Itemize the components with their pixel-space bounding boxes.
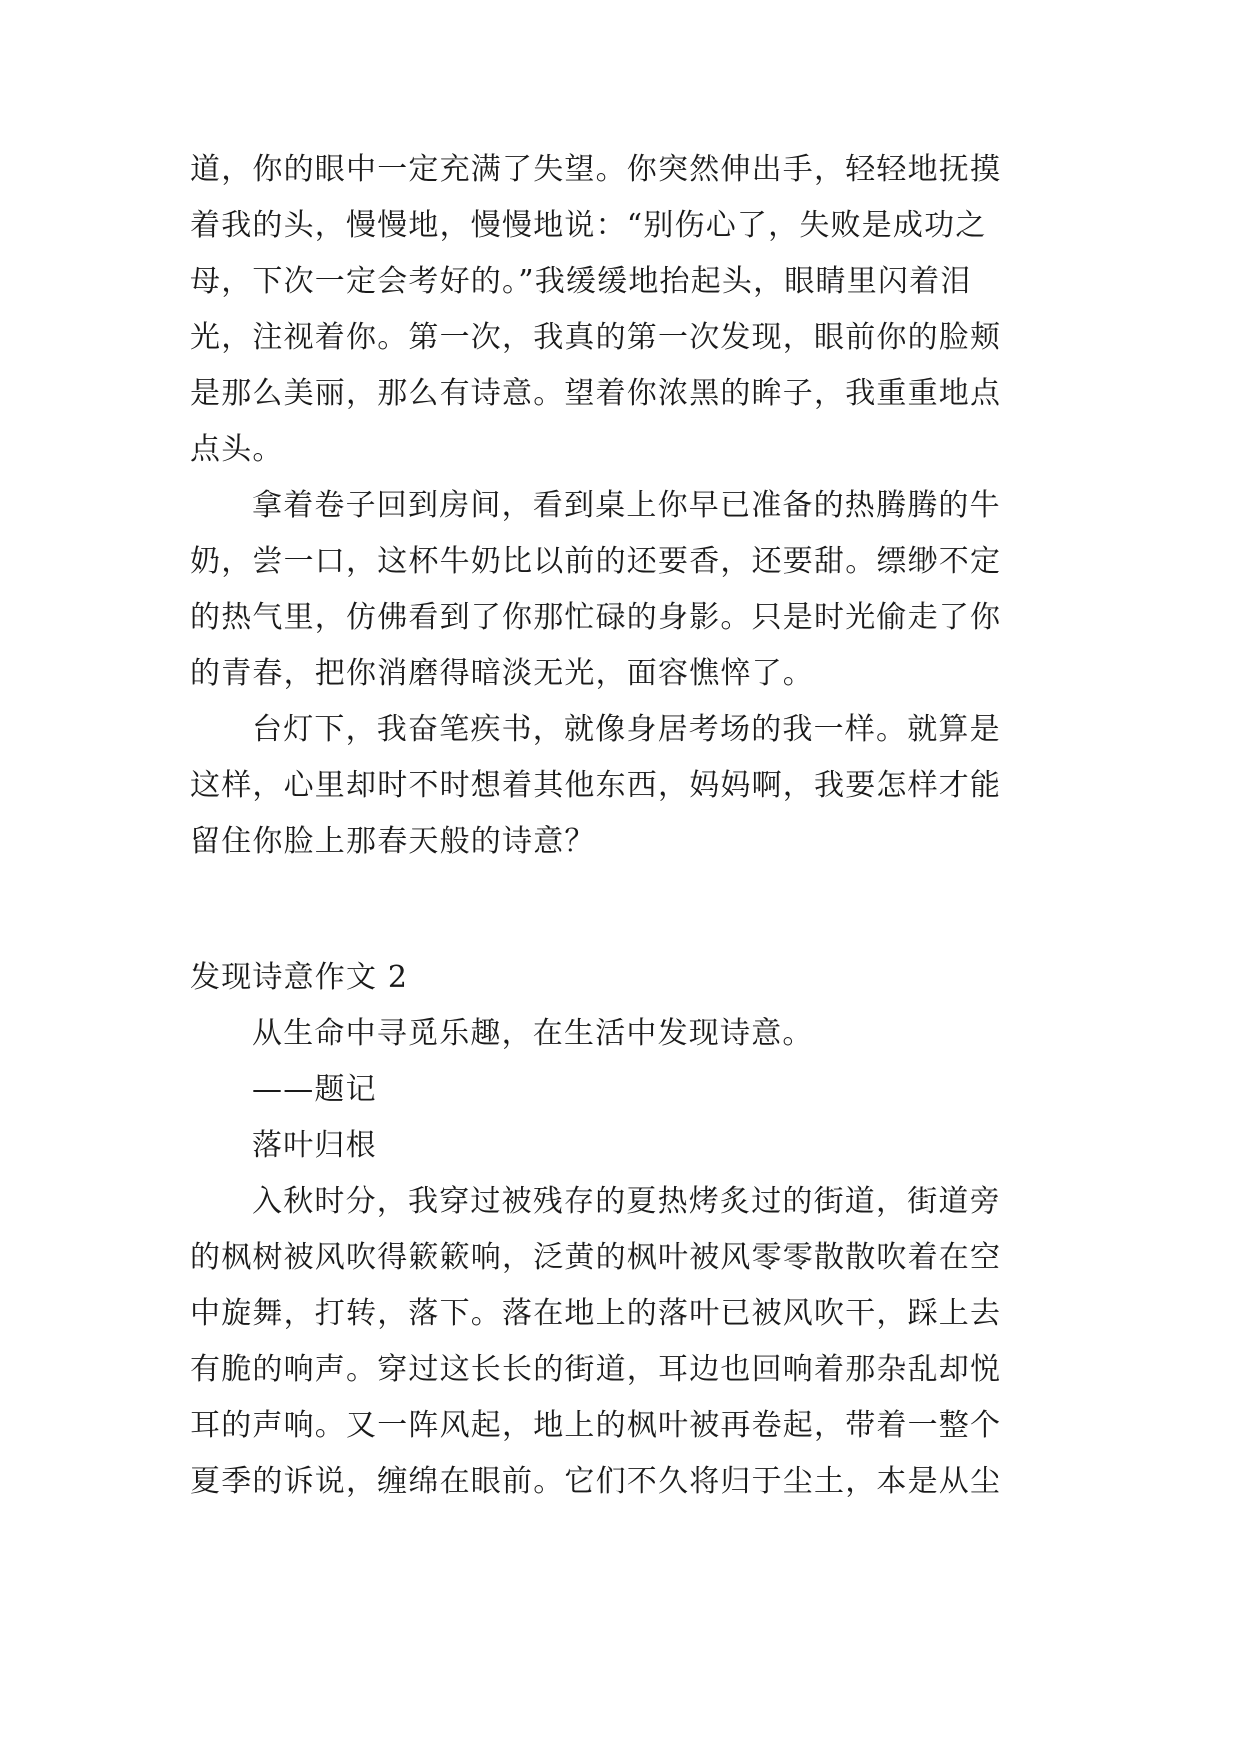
paragraph-line: 光，注视着你。第一次，我真的第一次发现，眼前你的脸颊 — [190, 320, 1002, 355]
epigraph-line: 从生命中寻觅乐趣，在生活中发现诗意。 — [252, 1016, 814, 1051]
paragraph-line: 着我的头，慢慢地，慢慢地说：“别伤心了，失败是成功之 — [190, 208, 987, 243]
paragraph-line: 道，你的眼中一定充满了失望。你突然伸出手，轻轻地抚摸 — [190, 152, 1002, 187]
paragraph-line: 中旋舞，打转，落下。落在地上的落叶已被风吹干，踩上去 — [190, 1296, 1002, 1331]
section-title: 发现诗意作文 2 — [190, 960, 409, 995]
paragraph-line: 这样，心里却时不时想着其他东西，妈妈啊，我要怎样才能 — [190, 768, 1002, 803]
paragraph-line: 耳的声响。又一阵风起，地上的枫叶被再卷起，带着一整个 — [190, 1408, 1002, 1443]
epigraph-attribution: ——题记 — [252, 1072, 377, 1107]
paragraph-line: 是那么美丽，那么有诗意。望着你浓黑的眸子，我重重地点 — [190, 376, 1002, 411]
paragraph-line: 留住你脸上那春天般的诗意？ — [190, 824, 596, 859]
paragraph-line: 点头。 — [190, 432, 284, 467]
paragraph-line: 台灯下，我奋笔疾书，就像身居考场的我一样。就算是 — [252, 712, 1001, 747]
paragraph-line: 夏季的诉说，缠绵在眼前。它们不久将归于尘土，本是从尘 — [190, 1464, 1002, 1499]
paragraph-line: 的青春，把你消磨得暗淡无光，面容憔悴了。 — [190, 656, 814, 691]
paragraph-line: 有脆的响声。穿过这长长的街道，耳边也回响着那杂乱却悦 — [190, 1352, 1002, 1387]
paragraph-line: 的热气里，仿佛看到了你那忙碌的身影。只是时光偷走了你 — [190, 600, 1002, 635]
paragraph-line: 拿着卷子回到房间，看到桌上你早已准备的热腾腾的牛 — [252, 488, 1001, 523]
paragraph-line: 母，下次一定会考好的。”我缓缓地抬起头，眼睛里闪着泪 — [190, 264, 972, 299]
paragraph-line: 的枫树被风吹得簌簌响，泛黄的枫叶被风零零散散吹着在空 — [190, 1240, 1002, 1275]
subsection-title: 落叶归根 — [252, 1128, 377, 1163]
paragraph-line: 入秋时分，我穿过被残存的夏热烤炙过的街道，街道旁 — [252, 1184, 1001, 1219]
paragraph-line: 奶，尝一口，这杯牛奶比以前的还要香，还要甜。缥缈不定 — [190, 544, 1002, 579]
